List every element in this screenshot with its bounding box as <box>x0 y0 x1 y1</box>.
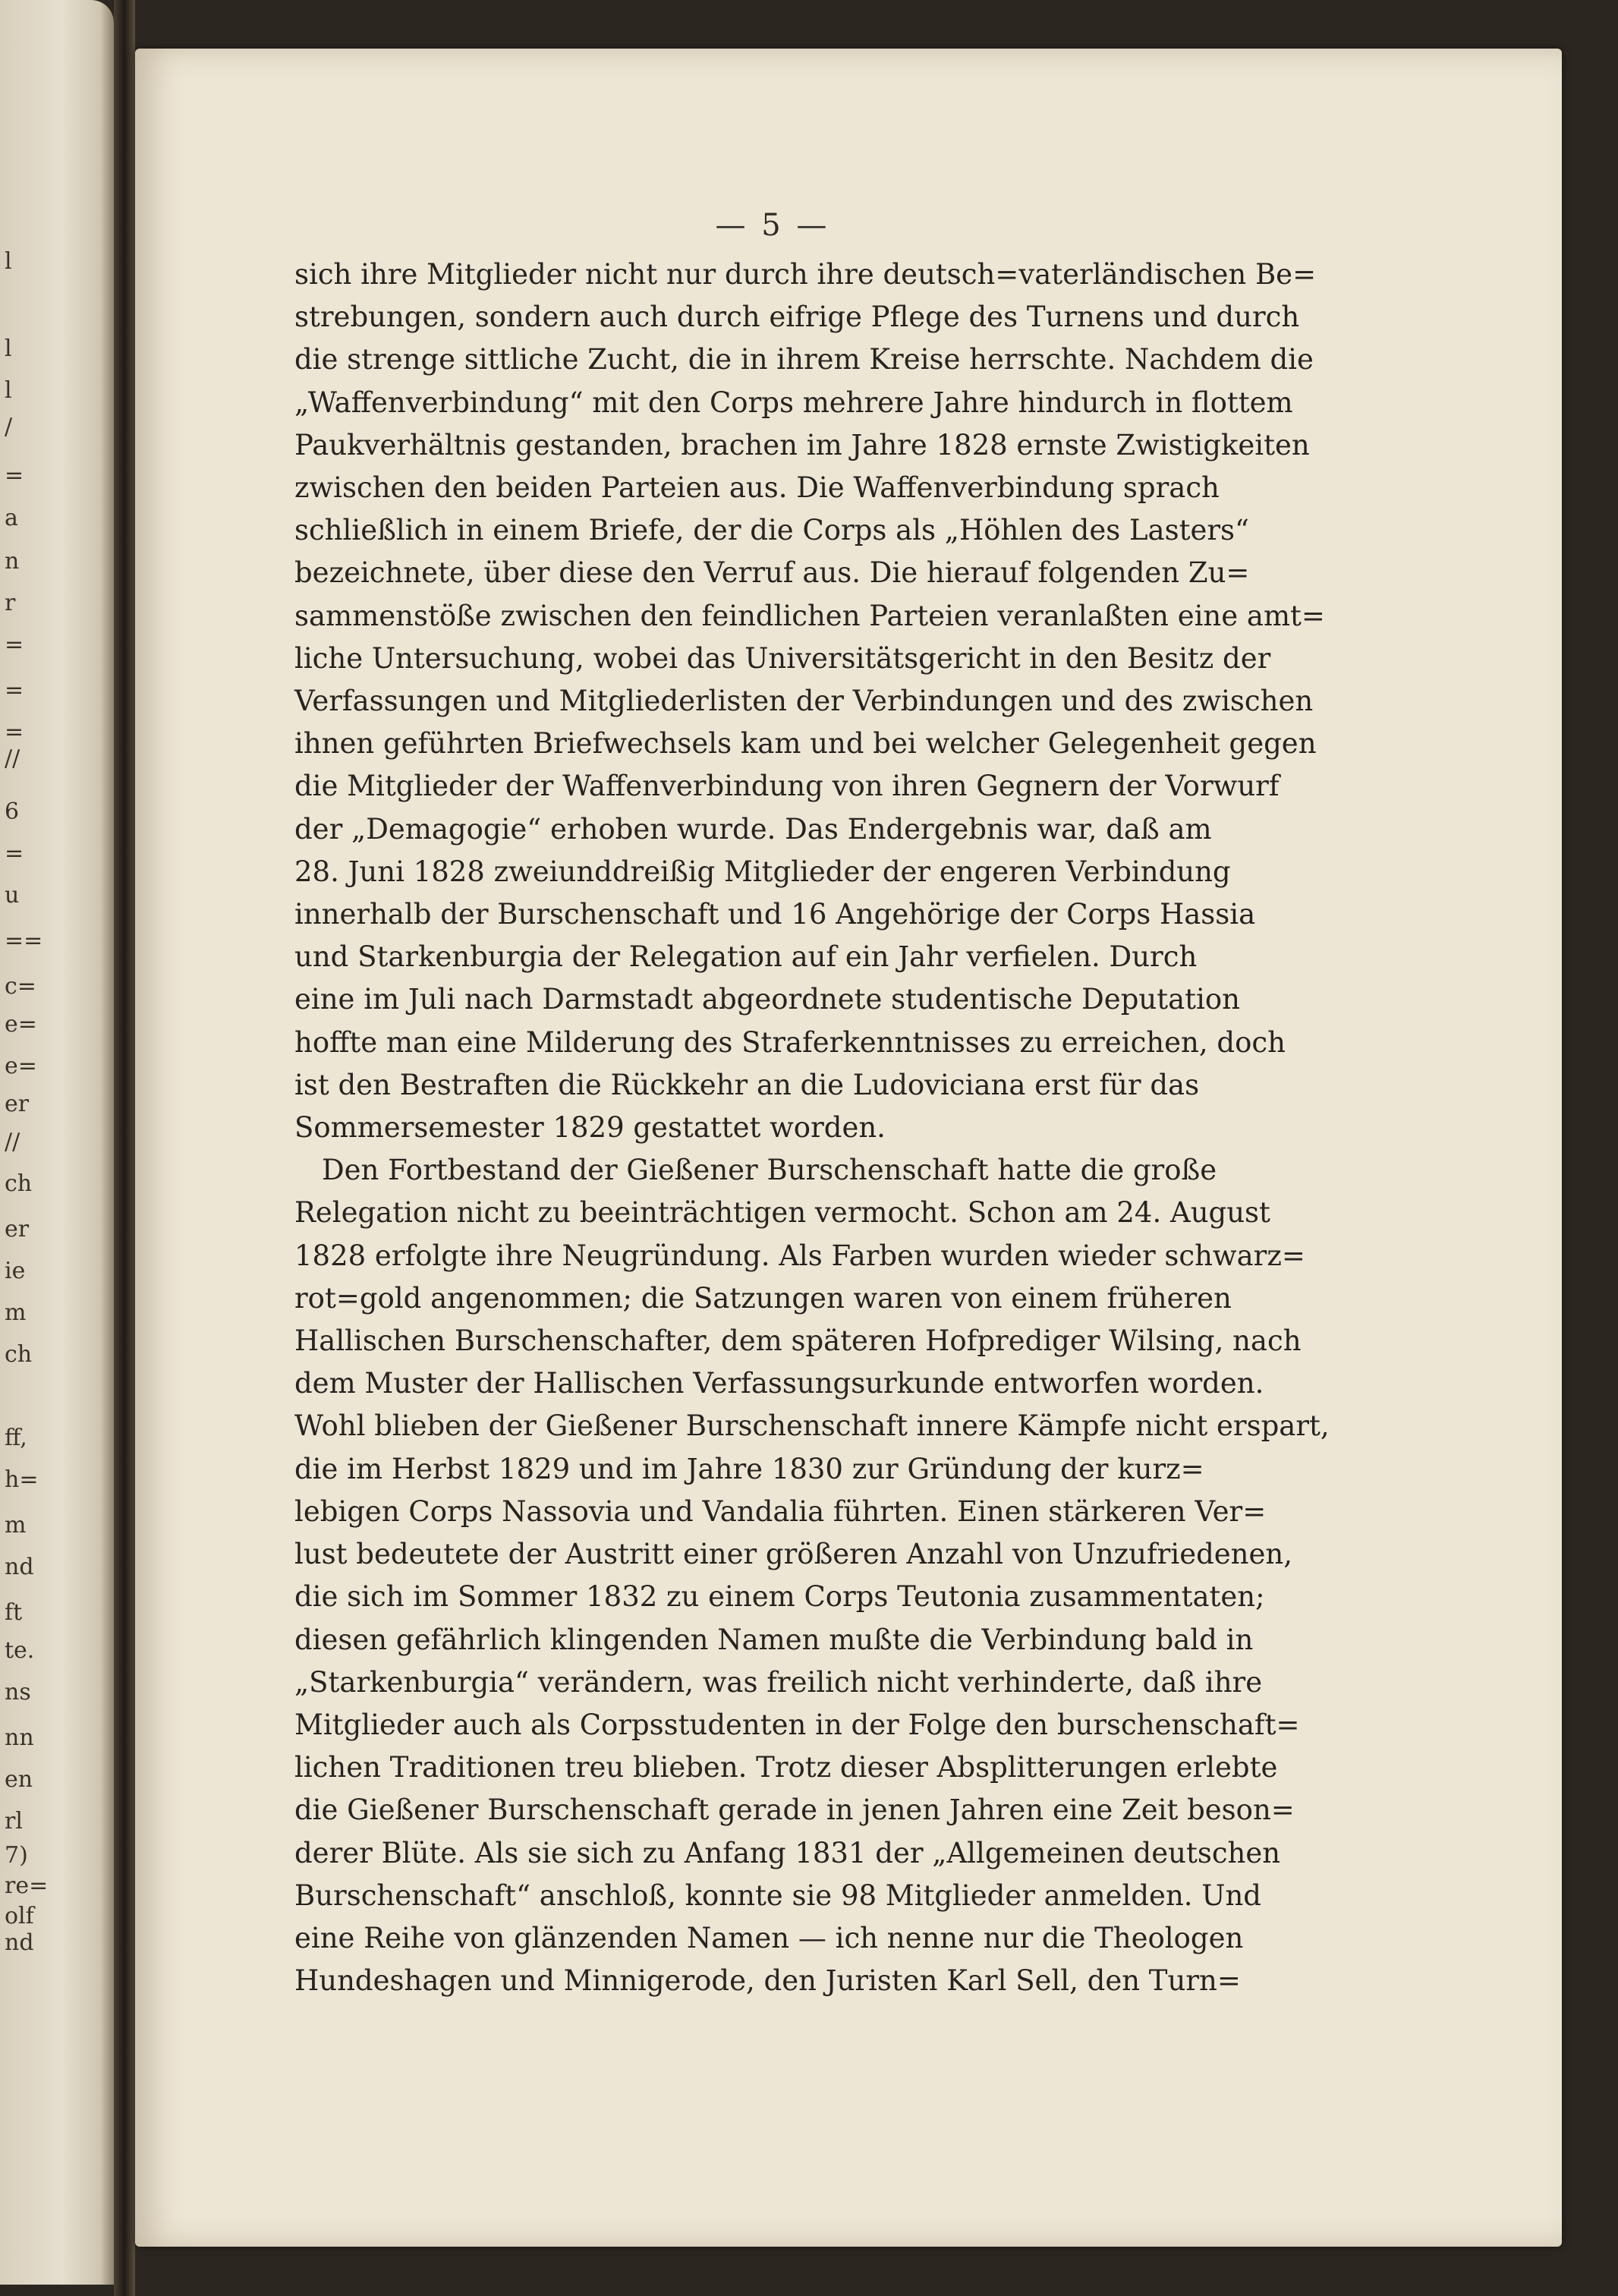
left-page-edge <box>0 0 114 2285</box>
text-line: „Starkenburgia“ verändern, was freilich nicht verhinderte, daß ihre <box>294 1665 1263 1699</box>
paragraph <box>294 254 1433 1149</box>
text-line: Mitglieder auch als Corpsstudenten in der Folge den burschenschaft= <box>294 1708 1300 1741</box>
text-line: 28. Juni 1828 zweiunddreißig Mitglieder der engeren Verbindung <box>294 855 1231 888</box>
margin-fragment: 6 <box>5 798 20 825</box>
text-line: schließlich in einem Briefe, der die Corps als „Höhlen des Lasters“ <box>294 514 1249 547</box>
margin-fragment: l <box>5 377 12 404</box>
margin-fragment: = <box>5 719 24 745</box>
margin-fragment: = <box>5 840 24 867</box>
text-line: lebigen Corps Nassovia und Vandalia führten. Einen stärkeren Ver= <box>294 1494 1267 1528</box>
body-text <box>294 254 1433 2002</box>
text-line: Hallischen Burschenschafter, dem späteren Hofprediger Wilsing, nach <box>294 1324 1302 1358</box>
text-line: der „Demagogie“ erhoben wurde. Das Endergebnis war, daß am <box>294 812 1212 846</box>
text-line: Sommersemester 1829 gestattet worden. <box>294 1111 886 1145</box>
text-line: dem Muster der Hallischen Verfassungsurkunde entworfen worden. <box>294 1367 1264 1400</box>
margin-fragment: = <box>5 631 24 658</box>
text-line: Verfassungen und Mitgliederlisten der Verbindungen und des zwischen <box>294 685 1314 718</box>
page-number: — 5 — <box>715 208 830 243</box>
text-line: Den Fortbestand der Gießener Burschenschaft hatte die große <box>322 1154 1217 1187</box>
margin-fragment: h= <box>5 1466 39 1493</box>
margin-fragment: == <box>5 928 43 954</box>
text-line: innerhalb der Burschenschaft und 16 Angehörige der Corps Hassia <box>294 898 1256 931</box>
margin-fragment: e= <box>5 1011 37 1038</box>
margin-fragment: nn <box>5 1724 34 1751</box>
margin-fragment: en <box>5 1766 33 1793</box>
text-line: die im Herbst 1829 und im Jahre 1830 zur Gründung der kurz= <box>294 1452 1204 1485</box>
margin-fragment: c= <box>5 973 36 1000</box>
margin-fragment: = <box>5 462 24 489</box>
margin-fragment: ff, <box>5 1425 27 1451</box>
text-line: derer Blüte. Als sie sich zu Anfang 1831 der „Allgemeinen deutschen <box>294 1836 1281 1869</box>
margin-fragment: ch <box>5 1170 33 1197</box>
text-line: eine Reihe von glänzenden Namen — ich nenne nur die Theologen <box>294 1921 1244 1954</box>
margin-fragment: ch <box>5 1341 33 1368</box>
text-line: und Starkenburgia der Relegation auf ein Jahr verfielen. Durch <box>294 940 1198 974</box>
margin-fragment: l <box>5 335 12 362</box>
text-line: die Mitglieder der Waffenverbindung von ihren Gegnern der Vorwurf <box>294 770 1280 803</box>
margin-fragment: l <box>5 248 12 275</box>
text-line: ihnen geführten Briefwechsels kam und bei welcher Gelegenheit gegen <box>294 727 1317 761</box>
text-line: rot=gold angenommen; die Satzungen waren von einem früheren <box>294 1281 1232 1315</box>
margin-fragment: er <box>5 1216 30 1242</box>
right-page <box>135 49 1562 2247</box>
margin-fragment: olf <box>5 1903 34 1929</box>
text-line: die sich im Sommer 1832 zu einem Corps Teutonia zusammentaten; <box>294 1580 1265 1614</box>
text-line: bezeichnete, über diese den Verruf aus. Die hierauf folgenden Zu= <box>294 556 1250 590</box>
text-line: strebungen, sondern auch durch eifrige Pflege des Turnens und durch <box>294 301 1300 334</box>
margin-fragment: 7) <box>5 1842 28 1869</box>
margin-fragment: m <box>5 1299 27 1326</box>
margin-fragment: = <box>5 677 24 704</box>
text-line: sich ihre Mitglieder nicht nur durch ihre deutsch=vaterländischen Be= <box>294 258 1317 291</box>
margin-fragment: // <box>5 1129 20 1155</box>
text-line: sammenstöße zwischen den feindlichen Parteien veranlaßten eine amt= <box>294 599 1325 632</box>
text-line: lust bedeutete der Austritt einer größeren Anzahl von Unzufriedenen, <box>294 1538 1292 1571</box>
margin-fragment: a <box>5 505 18 531</box>
margin-fragment: ns <box>5 1679 31 1705</box>
text-line: die strenge sittliche Zucht, die in ihrem Kreise herrschte. Nachdem die <box>294 343 1314 376</box>
margin-fragment: e= <box>5 1053 37 1079</box>
margin-fragment: n <box>5 548 20 575</box>
left-margin-fragments <box>0 0 49 2285</box>
text-line: Relegation nicht zu beeinträchtigen vermocht. Schon am 24. August <box>294 1196 1270 1230</box>
margin-fragment: m <box>5 1512 27 1539</box>
text-line: Hundeshagen und Minnigerode, den Juristen Karl Sell, den Turn= <box>294 1964 1241 1998</box>
text-line: liche Untersuchung, wobei das Universitätsgericht in den Besitz der <box>294 641 1271 675</box>
margin-fragment: u <box>5 882 20 909</box>
paragraph <box>294 1149 1433 2002</box>
margin-fragment: ft <box>5 1599 23 1626</box>
text-line: lichen Traditionen treu blieben. Trotz dieser Absplitterungen erlebte <box>294 1751 1278 1784</box>
margin-fragment: er <box>5 1091 30 1117</box>
text-line: hoffte man eine Milderung des Straferkenntnisses zu erreichen, doch <box>294 1025 1286 1059</box>
text-line: Wohl blieben der Gießener Burschenschaft innere Kämpfe nicht erspart, <box>294 1409 1330 1443</box>
book-gutter <box>114 0 135 2296</box>
margin-fragment: te. <box>5 1637 35 1664</box>
text-line: die Gießener Burschenschaft gerade in jenen Jahren eine Zeit beson= <box>294 1794 1295 1827</box>
text-line: 1828 erfolgte ihre Neugründung. Als Farben wurden wieder schwarz= <box>294 1239 1305 1272</box>
text-line: Paukverhältnis gestanden, brachen im Jahre 1828 ernste Zwistigkeiten <box>294 428 1310 461</box>
text-line: „Waffenverbindung“ mit den Corps mehrere Jahre hindurch in flottem <box>294 386 1293 419</box>
text-line: diesen gefährlich klingenden Namen mußte die Verbindung bald in <box>294 1623 1254 1656</box>
margin-fragment: nd <box>5 1554 34 1580</box>
margin-fragment: / <box>5 414 13 440</box>
margin-fragment: re= <box>5 1872 49 1899</box>
text-line: zwischen den beiden Parteien aus. Die Waffenverbindung sprach <box>294 471 1220 505</box>
text-line: Burschenschaft“ anschloß, konnte sie 98 Mitglieder anmelden. Und <box>294 1879 1261 1912</box>
text-line: ist den Bestraften die Rückkehr an die Ludoviciana erst für das <box>294 1068 1200 1101</box>
text-line: eine im Juli nach Darmstadt abgeordnete studentische Deputation <box>294 983 1240 1016</box>
margin-fragment: r <box>5 590 16 616</box>
margin-fragment: // <box>5 745 20 772</box>
margin-fragment: nd <box>5 1929 34 1956</box>
margin-fragment: ie <box>5 1258 26 1284</box>
margin-fragment: rl <box>5 1808 23 1835</box>
